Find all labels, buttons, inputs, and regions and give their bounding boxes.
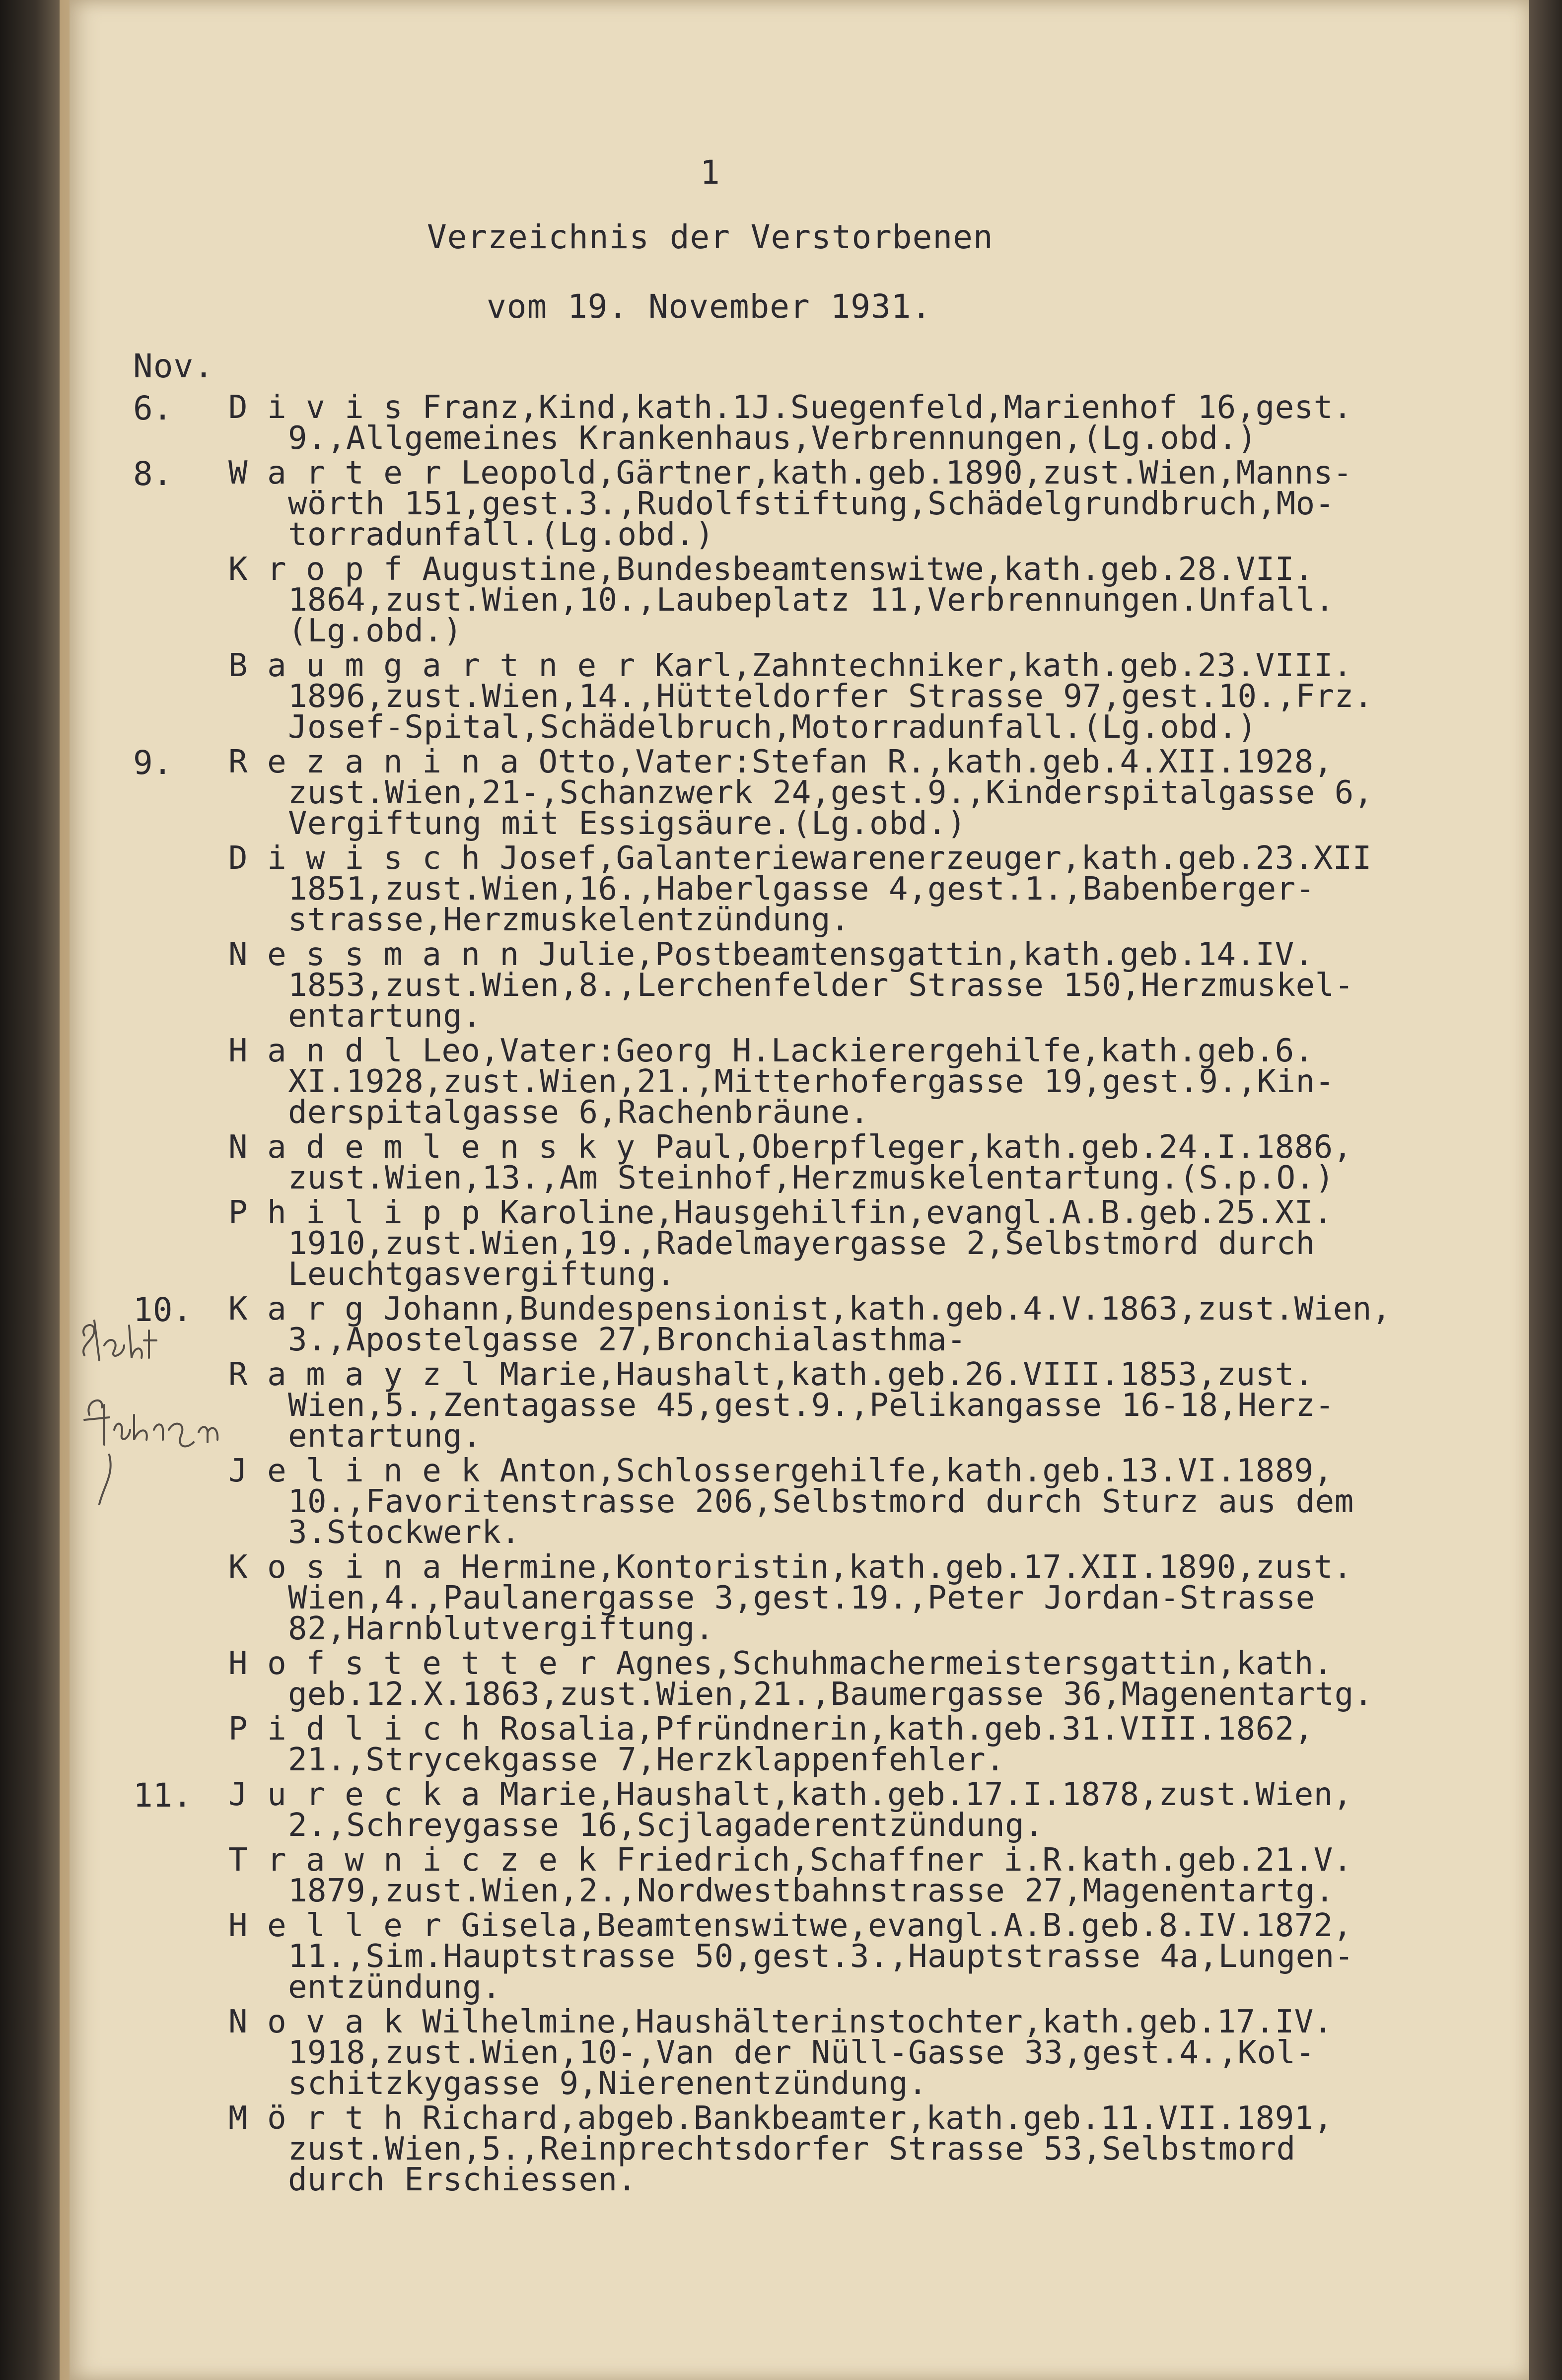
death-entry bbox=[228, 1776, 1499, 1844]
entry-first-line: N a d e m l e n s k y Paul,Oberpfleger,kath.geb.24.I.1886, bbox=[228, 1129, 1352, 1166]
death-entry bbox=[228, 1711, 1499, 1778]
entry-first-line: K r o p f Augustine,Bundesbeamtenswitwe,kath.geb.28.VII. bbox=[228, 551, 1314, 588]
entry-continuation-line: 1918,zust.Wien,10-,Van der Nüll-Gasse 33,gest.4.,Kol- bbox=[288, 2034, 1315, 2071]
death-entry bbox=[228, 1842, 1499, 1909]
death-entry bbox=[228, 1907, 1499, 2006]
entry-continuation-line: 1851,zust.Wien,16.,Haberlgasse 4,gest.1.,Babenberger- bbox=[288, 871, 1315, 908]
entry-continuation-line: 3.,Apostelgasse 27,Bronchialasthma- bbox=[288, 1322, 967, 1358]
death-entry bbox=[228, 1453, 1499, 1551]
death-entry bbox=[228, 389, 1499, 457]
entry-continuation-line: XI.1928,zust.Wien,21.,Mitterhofergasse 19,gest.9.,Kin- bbox=[288, 1063, 1335, 1100]
entry-first-line: N o v a k Wilhelmine,Haushälterinstochter,kath.geb.17.IV. bbox=[228, 2004, 1333, 2040]
entry-first-line: H a n d l Leo,Vater:Georg H.Lackierergehilfe,kath.geb.6. bbox=[228, 1033, 1314, 1069]
page-number: 1 bbox=[700, 153, 720, 192]
entry-continuation-line: entzündung. bbox=[288, 1969, 501, 2006]
entry-first-line: P h i l i p p Karoline,Hausgehilfin,evangl.A.B.geb.25.XI. bbox=[228, 1194, 1333, 1231]
entry-continuation-line: 21.,Strycekgasse 7,Herzklappenfehler. bbox=[288, 1742, 1005, 1778]
entry-continuation-line: derspitalgasse 6,Rachenbräune. bbox=[288, 1094, 869, 1131]
entry-continuation-line: 2.,Schreygasse 16,Scjlagaderentzündung. bbox=[288, 1807, 1044, 1844]
entry-continuation-line: 1853,zust.Wien,8.,Lerchenfelder Strasse 150,Herzmuskel- bbox=[288, 967, 1354, 1004]
entry-continuation-line: 10.,Favoritenstrasse 206,Selbstmord durch Sturz aus dem bbox=[288, 1483, 1354, 1520]
book-binding bbox=[0, 0, 60, 2380]
death-entry bbox=[228, 840, 1499, 938]
death-entry bbox=[228, 1194, 1499, 1293]
entry-first-line: R e z a n i n a Otto,Vater:Stefan R.,kath.geb.4.XII.1928, bbox=[228, 744, 1333, 780]
entry-first-line: W a r t e r Leopold,Gärtner,kath.geb.1890,zust.Wien,Manns- bbox=[228, 455, 1352, 491]
entry-continuation-line: strasse,Herzmuskelentzündung. bbox=[288, 902, 850, 938]
death-entry bbox=[228, 936, 1499, 1035]
death-entry bbox=[228, 1645, 1499, 1713]
death-entry bbox=[228, 647, 1499, 746]
entry-continuation-line: schitzkygasse 9,Nierenentzündung. bbox=[288, 2065, 928, 2102]
entry-continuation-line: entartung. bbox=[288, 1418, 482, 1455]
entry-continuation-line: Leuchtgasvergiftung. bbox=[288, 1256, 676, 1293]
entry-continuation-line: 3.Stockwerk. bbox=[288, 1514, 521, 1551]
entry-continuation-line: (Lg.obd.) bbox=[288, 613, 463, 649]
entry-continuation-line: Wien,4.,Paulanergasse 3,gest.19.,Peter Jordan-Strasse bbox=[288, 1580, 1315, 1616]
entry-continuation-line: geb.12.X.1863,zust.Wien,21.,Baumergasse 36,Magenentartg. bbox=[288, 1676, 1373, 1713]
entry-continuation-line: 82,Harnblutvergiftung. bbox=[288, 1610, 714, 1647]
day-label: 6. bbox=[133, 389, 173, 427]
entry-continuation-line: torradunfall.(Lg.obd.) bbox=[288, 516, 714, 553]
entry-continuation-line: 1910,zust.Wien,19.,Radelmayergasse 2,Selbstmord durch bbox=[288, 1225, 1315, 1262]
entry-first-line: N e s s m a n n Julie,Postbeamtensgattin,kath.geb.14.IV. bbox=[228, 936, 1314, 973]
death-entry bbox=[228, 2100, 1499, 2198]
day-label: 9. bbox=[133, 744, 173, 782]
day-label: 8. bbox=[133, 455, 173, 493]
document-subtitle: vom 19. November 1931. bbox=[487, 287, 932, 326]
death-entry bbox=[228, 1033, 1499, 1131]
entry-continuation-line: Wien,5.,Zentagasse 45,gest.9.,Pelikangasse 16-18,Herz- bbox=[288, 1387, 1335, 1424]
entry-continuation-line: durch Erschiessen. bbox=[288, 2162, 637, 2198]
entry-continuation-line: Josef-Spital,Schädelbruch,Motorradunfall.(Lg.obd.) bbox=[288, 709, 1257, 746]
entry-continuation-line: 11.,Sim.Hauptstrasse 50,gest.3.,Hauptstrasse 4a,Lungen- bbox=[288, 1938, 1354, 1975]
death-entry bbox=[228, 455, 1499, 553]
entry-continuation-line: 9.,Allgemeines Krankenhaus,Verbrennungen,(Lg.obd.) bbox=[288, 420, 1257, 457]
entry-continuation-line: Vergiftung mit Essigsäure.(Lg.obd.) bbox=[288, 805, 967, 842]
entry-first-line: D i v i s Franz,Kind,kath.1J.Suegenfeld,Marienhof 16,gest. bbox=[228, 389, 1352, 426]
entry-first-line: P i d l i c h Rosalia,Pfründnerin,kath.geb.31.VIII.1862, bbox=[228, 1711, 1314, 1748]
entry-first-line: K a r g Johann,Bundespensionist,kath.geb.4.V.1863,zust.Wien, bbox=[228, 1291, 1391, 1328]
death-entry bbox=[228, 2004, 1499, 2102]
death-entry bbox=[228, 1291, 1499, 1358]
entry-first-line: J e l i n e k Anton,Schlossergehilfe,kath.geb.13.VI.1889, bbox=[228, 1453, 1333, 1489]
death-entry bbox=[228, 1129, 1499, 1196]
entry-continuation-line: zust.Wien,5.,Reinprechtsdorfer Strasse 53,Selbstmord bbox=[288, 2131, 1296, 2168]
death-entry bbox=[228, 744, 1499, 842]
death-entry bbox=[228, 1356, 1499, 1455]
entry-continuation-line: zust.Wien,13.,Am Steinhof,Herzmuskelentartung.(S.p.O.) bbox=[288, 1160, 1335, 1196]
entry-first-line: B a u m g a r t n e r Karl,Zahntechniker,kath.geb.23.VIII. bbox=[228, 647, 1352, 684]
day-label: 11. bbox=[133, 1776, 193, 1815]
entry-continuation-line: wörth 151,gest.3.,Rudolfstiftung,Schädelgrundbruch,Mo- bbox=[288, 486, 1335, 522]
month-label: Nov. bbox=[133, 347, 214, 385]
entry-first-line: H e l l e r Gisela,Beamtenswitwe,evangl.A.B.geb.8.IV.1872, bbox=[228, 1907, 1352, 1944]
entry-first-line: J u r e c k a Marie,Haushalt,kath.geb.17.I.1878,zust.Wien, bbox=[228, 1776, 1352, 1813]
entry-first-line: R a m a y z l Marie,Haushalt,kath.geb.26.VIII.1853,zust. bbox=[228, 1356, 1314, 1393]
day-label: 10. bbox=[133, 1291, 193, 1329]
entry-continuation-line: zust.Wien,21-,Schanzwerk 24,gest.9.,Kinderspitalgasse 6, bbox=[288, 774, 1373, 811]
document-title: Verzeichnis der Verstorbenen bbox=[427, 218, 994, 256]
entry-continuation-line: entartung. bbox=[288, 998, 482, 1035]
death-entry bbox=[228, 551, 1499, 649]
page-right-edge bbox=[1529, 0, 1562, 2380]
entry-first-line: M ö r t h Richard,abgeb.Bankbeamter,kath.geb.11.VII.1891, bbox=[228, 2100, 1333, 2137]
entry-first-line: D i w i s c h Josef,Galanteriewarenerzeuger,kath.geb.23.XII bbox=[228, 840, 1372, 877]
entry-first-line: T r a w n i c z e k Friedrich,Schaffner i.R.kath.geb.21.V. bbox=[228, 1842, 1352, 1879]
entry-first-line: H o f s t e t t e r Agnes,Schuhmachermeistersgattin,kath. bbox=[228, 1645, 1333, 1682]
death-entry bbox=[228, 1549, 1499, 1647]
entry-continuation-line: 1864,zust.Wien,10.,Laubeplatz 11,Verbrennungen.Unfall. bbox=[288, 582, 1335, 619]
entry-continuation-line: 1879,zust.Wien,2.,Nordwestbahnstrasse 27,Magenentartg. bbox=[288, 1873, 1335, 1909]
entry-continuation-line: 1896,zust.Wien,14.,Hütteldorfer Strasse 97,gest.10.,Frz. bbox=[288, 678, 1373, 715]
entry-first-line: K o s i n a Hermine,Kontoristin,kath.geb.17.XII.1890,zust. bbox=[228, 1549, 1352, 1586]
